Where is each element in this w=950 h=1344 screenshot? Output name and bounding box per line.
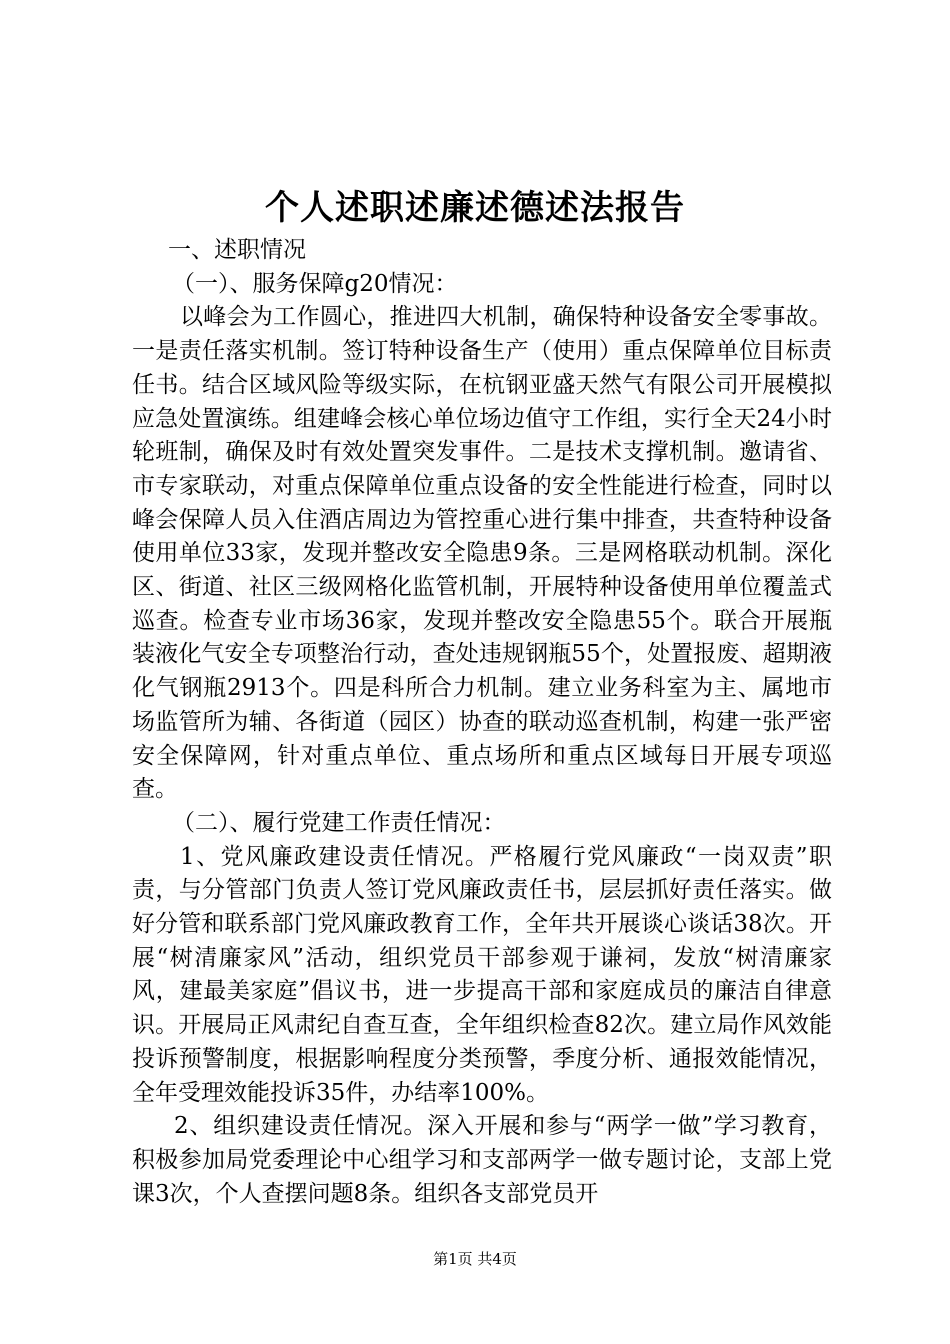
- section-heading-1: 一、述职情况: [168, 237, 306, 263]
- body-paragraph: 1、党风廉政建设责任情况。严格履行党风廉政“一岗双责”职责，与分管部门负责人签订党风廉政责任书，层层抓好责任落实。做好分管和联系部门党风廉政教育工作，全年共开展谈心谈话38次。开展“树清廉家风”活动，组织党员干部参观于谦祠，发放“树清廉家风，建最美家庭”倡议书，进一步提高干部和家庭成员的廉洁自律意识。开展局正风肃纪自查互查，全年组织检查82次。建立局作风效能投诉预警制度，根据影响程度分类预警，季度分析、通报效能情况，全年受理效能投诉35件，办结率100%。: [132, 843, 832, 1106]
- body-paragraph: 以峰会为工作圆心，推进四大机制，确保特种设备安全零事故。一是责任落实机制。签订特种设备生产（使用）重点保障单位目标责任书。结合区域风险等级实际，在杭钢亚盛天然气有限公司开展模拟应急处置演练。组建峰会核心单位场边值守工作组，实行全天24小时轮班制，确保及时有效处置突发事件。二是技术支撑机制。邀请省、市专家联动，对重点保障单位重点设备的安全性能进行检查，同时以峰会保障人员入住酒店周边为管控重心进行集中排查，共查特种设备使用单位33家，发现并整改安全隐患9条。三是网格联动机制。深化区、街道、社区三级网格化监管机制，开展特种设备使用单位覆盖式巡查。检查专业市场36家，发现并整改安全隐患55个。联合开展瓶装液化气安全专项整治行动，查处违规钢瓶55个，处置报废、超期液化气钢瓶2913个。四是科所合力机制。建立业务科室为主、属地市场监管所为辅、各街道（园区）协查的联动巡查机制，构建一张严密安全保障网，针对重点单位、重点场所和重点区域每日开展专项巡查。: [132, 304, 832, 803]
- subsection-heading-1: （一）、服务保障g20情况：: [172, 270, 458, 297]
- page-footer: 第1页 共4页: [433, 1250, 517, 1268]
- document-body: [132, 234, 832, 1211]
- subsection-heading-2: （二）、履行党建工作责任情况：: [172, 809, 506, 836]
- body-paragraph: 2、组织建设责任情况。深入开展和参与“两学一做”学习教育，积极参加局党委理论中心组学习和支部两学一做专题讨论，支部上党课3次，个人查摆问题8条。组织各支部党员开: [132, 1113, 832, 1207]
- document-title: 个人述职述廉述德述法报告: [265, 188, 685, 228]
